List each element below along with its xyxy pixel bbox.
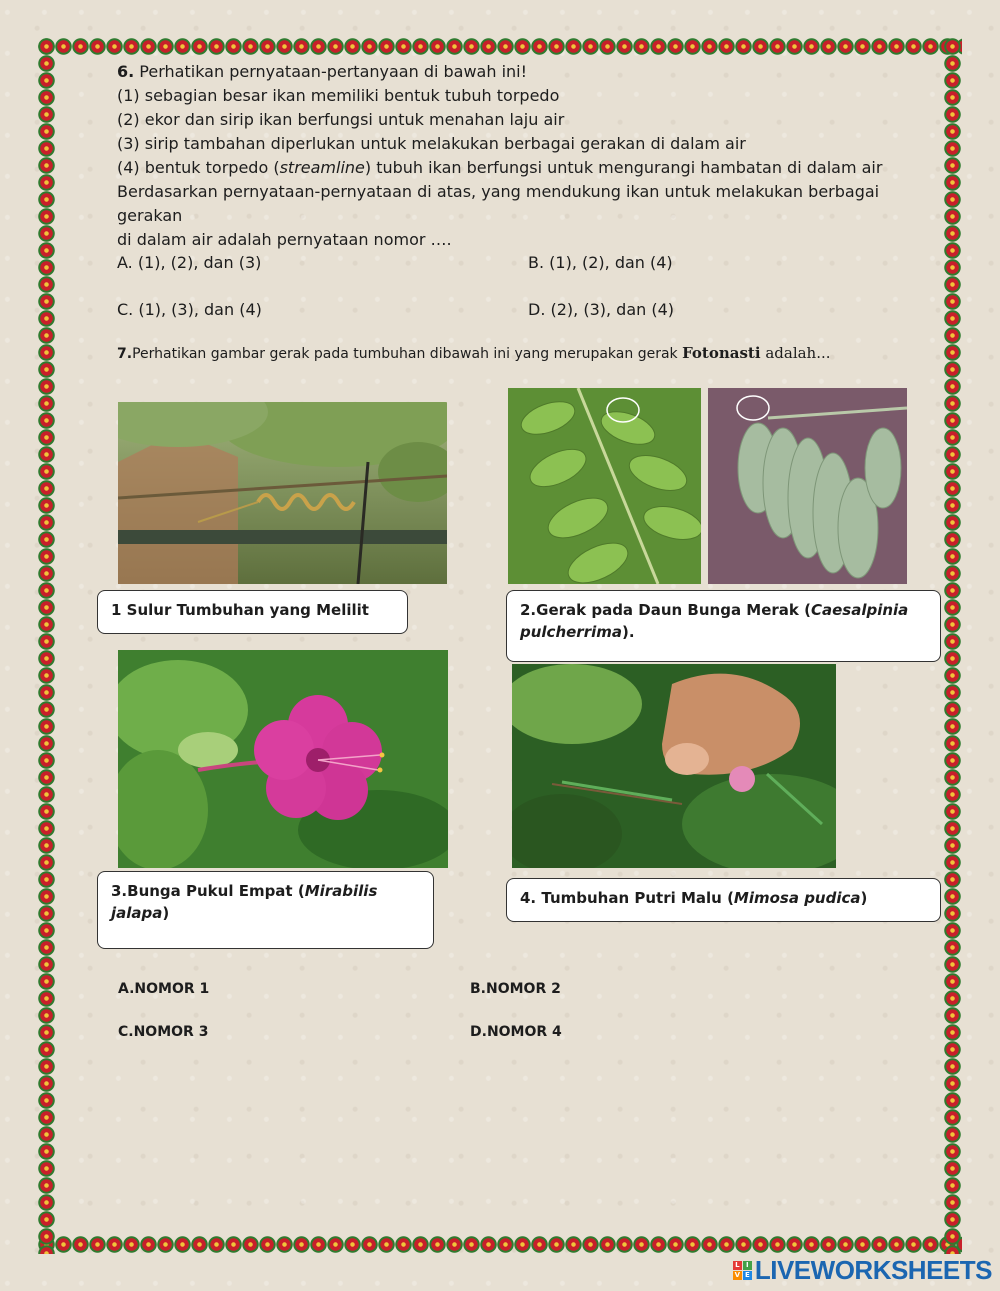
- q7-answer-a[interactable]: A.NOMOR 1: [118, 981, 210, 997]
- statement-3: (3) sirip tambahan diperlukan untuk melakukan berbagai gerakan di dalam air: [117, 134, 746, 153]
- liveworksheets-brand: [733, 1255, 992, 1286]
- question-6-number: 6.: [117, 62, 135, 81]
- caption-1: 1 Sulur Tumbuhan yang Melilit: [97, 590, 408, 634]
- q6-option-c[interactable]: C. (1), (3), dan (4): [117, 300, 262, 319]
- q6-option-b[interactable]: B. (1), (2), dan (4): [528, 253, 673, 272]
- q7-answer-c[interactable]: C.NOMOR 3: [118, 1024, 209, 1040]
- floral-border-top: [38, 38, 962, 56]
- q7-answer-b[interactable]: B.NOMOR 2: [470, 981, 561, 997]
- statement-4: (4) bentuk torpedo (streamline) tubuh ikan berfungsi untuk mengurangi hambatan di dalam air: [117, 158, 883, 177]
- caption-4: 4. Tumbuhan Putri Malu (Mimosa pudica): [506, 878, 941, 922]
- photo-leaf-open: [508, 388, 701, 584]
- caption-3: 3.Bunga Pukul Empat (Mirabilis jalapa): [97, 871, 434, 949]
- question-7-stem: 7.Perhatikan gambar gerak pada tumbuhan dibawah ini yang merupakan gerak Fotonasti adalah...: [117, 344, 831, 362]
- photo-mimosa: [512, 664, 836, 868]
- question-6-prompt-line-1: Berdasarkan pernyataan-pernyataan di atas, yang mendukung ikan untuk melakukan berbagai gerakan: [117, 182, 880, 225]
- photo-tendril-vine: [118, 402, 447, 584]
- question-6-prompt-line-2: di dalam air adalah pernyataan nomor ….: [117, 230, 452, 249]
- q7-answer-d[interactable]: D.NOMOR 4: [470, 1024, 562, 1040]
- q6-option-d[interactable]: D. (2), (3), dan (4): [528, 300, 675, 319]
- question-6-stem: 6. Perhatikan pernyataan-pertanyaan di bawah ini!: [117, 62, 528, 81]
- photo-pink-flower: [118, 650, 448, 868]
- floral-border-left: [38, 38, 56, 1254]
- question-6: [117, 60, 937, 252]
- statement-1: (1) sebagian besar ikan memiliki bentuk tubuh torpedo: [117, 86, 560, 105]
- floral-border-bottom: [38, 1236, 962, 1254]
- liveworksheets-wordmark: LIVEWORKSHEETS: [754, 1255, 992, 1285]
- floral-border-right: [944, 38, 962, 1254]
- statement-2: (2) ekor dan sirip ikan berfungsi untuk menahan laju air: [117, 110, 565, 129]
- keyword-fotonasti: Fotonasti: [682, 344, 761, 362]
- photo-leaf-closed: [708, 388, 907, 584]
- liveworksheets-logo-icon: L I V E: [733, 1261, 752, 1280]
- caption-2: 2.Gerak pada Daun Bunga Merak (Caesalpinia pulcherrima).: [506, 590, 941, 662]
- q6-option-a[interactable]: A. (1), (2), dan (3): [117, 253, 262, 272]
